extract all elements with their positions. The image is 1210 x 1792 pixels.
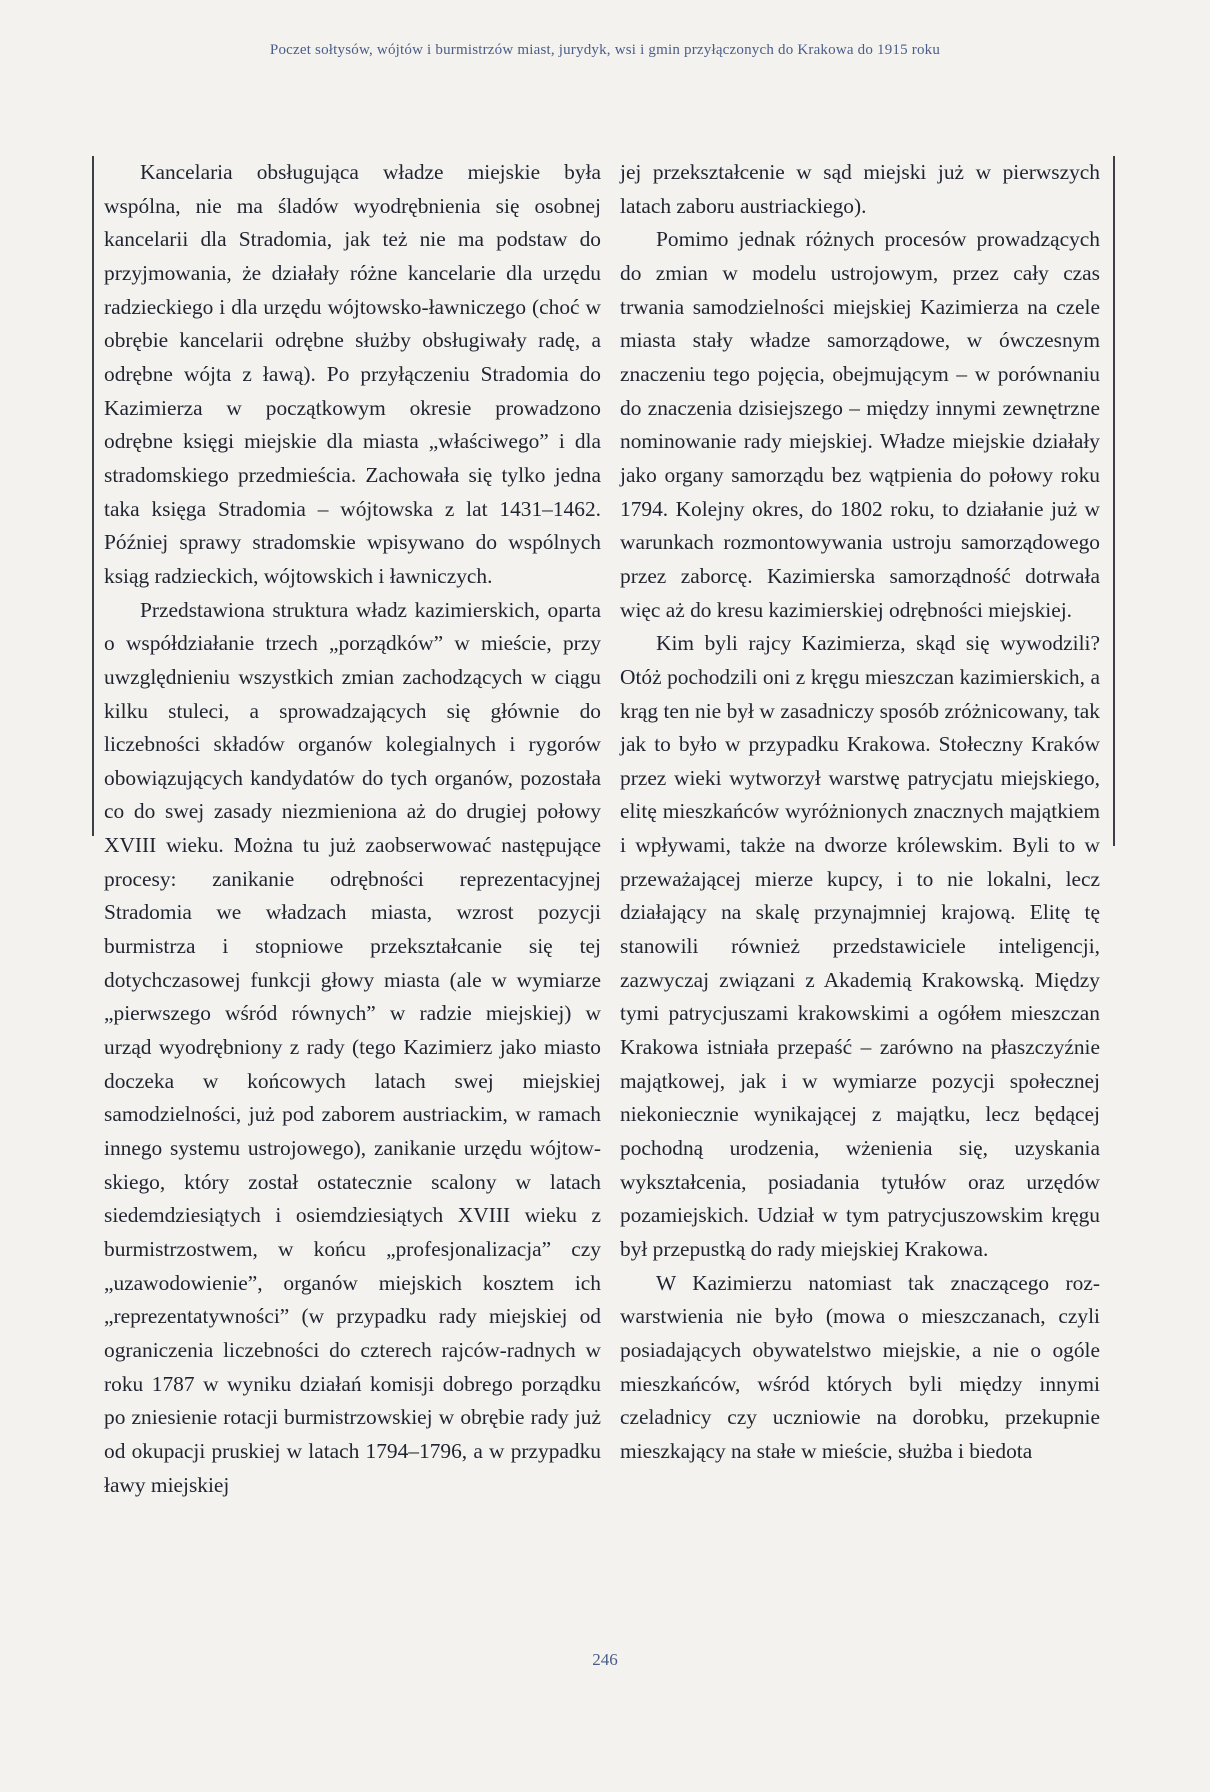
right-column — [620, 156, 1100, 1469]
right-margin-rule — [1113, 156, 1115, 846]
left-paragraph-2: Przedstawiona struktura władz kazimierskich, oparta o współdziałanie trzech „porządków” w mieście, przy uwzględnieniu wszystkich zmian zachodzących w ciągu kilku stuleci, a sprowadzających się głównie do liczebności składów organów kolegialnych i rygorów obowiązujących kandydatów do tych organów, pozostała co do swej zasady niezmieniona aż do drugiej połowy XVIII wieku. Można tu już zaobserwować następujące procesy: zanikanie odrębności reprezentacyjnej Stradomia we władzach miasta, wzrost pozycji burmistrza i stopniowe przekształcanie się tej dotychczasowej funkcji głowy miasta (ale w wymiarze „pierwszego wśród równych” w radzie miejskiej) w urząd wyodrębniony z rady (tego Kazimierz jako miasto doczeka w końcowych latach swej miejskiej samodzielności, już pod zaborem austriackim, w ramach innego systemu ustrojowego), zanikanie urzędu wójtowskiego, który został ostatecznie scalony w latach siedemdziesiątych i osiemdziesiątych XVIII wieku z burmistrzostwem, w końcu „profesjonalizacja” czy „uzawodowienie”, organów miejskich kosztem ich „reprezentatywności” (w przypadku rady miejskiej od ograniczenia liczebności do czterech rajców-radnych w roku 1787 w wyniku działań komisji dobrego porządku po zniesienie rotacji burmistrzowskiej w obrębie rady już od okupacji pruskiej w latach 1794–1796, a w przypadku ławy miejskiej — [104, 597, 601, 1497]
left-margin-rule — [92, 156, 94, 836]
page-number: 246 — [592, 1650, 618, 1669]
running-header: Poczet sołtysów, wójtów i burmistrzów miast, jurydyk, wsi i gmin przyłączonych do Krakowa do 1915 roku — [269, 42, 941, 58]
right-paragraph-2: Pomimo jednak różnych procesów prowadzących do zmian w modelu ustrojowym, przez cały czas trwania samodzielności miejskiej Kazimierza na czele miasta stały władze samorządowe, w ówczesnym znaczeniu tego pojęcia, obejmującym – w porównaniu do znaczenia dzisiejszego – między innymi zewnętrzne nominowanie rady miejskiej. Władze miejskie działały jako organy samorządu bez wątpienia do połowy roku 1794. Kolejny okres, do 1802 roku, to działanie już w warunkach rozmontowywania ustroju samorządowego przez zaborcę. Kazimierska samorządność dotrwała więc aż do kresu kazimierskiej odrębności miejskiej. — [620, 227, 1100, 622]
right-paragraph-4: W Kazimierzu natomiast tak znaczącego rozwarstwienia nie było (mowa o mieszczanach, czyli posiadających obywatelstwo miejskie, a nie o ogóle mieszkańców, wśród których byli między innymi czeladnicy czy uczniowie na dorobku, przekupnie mieszkający na stałe w mieście, służba i biedota — [620, 1270, 1100, 1463]
left-column — [104, 156, 601, 1502]
left-paragraph-1: Kancelaria obsługująca władze miejskie była wspólna, nie ma śladów wyodrębnienia się osobnej kancelarii dla Stradomia, jak też nie ma podstaw do przyjmowania, że działały różne kancelarie dla urzędu radzieckiego i dla urzędu wójtowsko-ławniczego (choć w obrębie kancelarii odrębne służby obsługiwały radę, a odrębne wójta z ławą). Po przyłączeniu Stradomia do Kazimierza w początkowym okresie prowadzono odrębne księgi miejskie dla miasta „właściwego” i dla stradomskiego przedmieścia. Zachowała się tylko jedna taka księga Stradomia – wójtowska z lat 1431–1462. Później sprawy stradomskie wpisywano do wspólnych ksiąg radzieckich, wójtowskich i ławniczych. — [104, 160, 601, 588]
right-paragraph-3: Kim byli rajcy Kazimierza, skąd się wywodzili? Otóż pochodzili oni z kręgu mieszczan kazimierskich, a krąg ten nie był w zasadniczy sposób zróżnicowany, tak jak to było w przypadku Krakowa. Stołeczny Kraków przez wieki wytworzył warstwę patrycjatu miejskiego, elitę mieszkańców wyróżnionych znacznych majątkiem i wpływami, także na dworze królewskim. Byli to w przeważającej mierze kupcy, i to nie lokalni, lecz działający na skalę przynajmniej krajową. Elitę tę stanowili również przedstawiciele inteligencji, zazwyczaj związani z Akademią Krakowską. Między tymi patrycjuszami krakowskimi a ogółem mieszczan Krakowa istniała przepaść – zarówno na płaszczyźnie majątkowej, jak i w wymiarze pozycji społecznej niekoniecznie wynikającej z majątku, lecz będącej pochodną urodzenia, wżenienia się, uzyskania wykształcenia, posiadania tytułów oraz urzędów pozamiejskich. Udział w tym patrycjuszowskim kręgu był przepustką do rady miejskiej Krakowa. — [620, 631, 1100, 1261]
right-paragraph-1: jej przekształcenie w sąd miejski już w pierwszych latach zaboru austriackiego). — [620, 160, 1100, 218]
